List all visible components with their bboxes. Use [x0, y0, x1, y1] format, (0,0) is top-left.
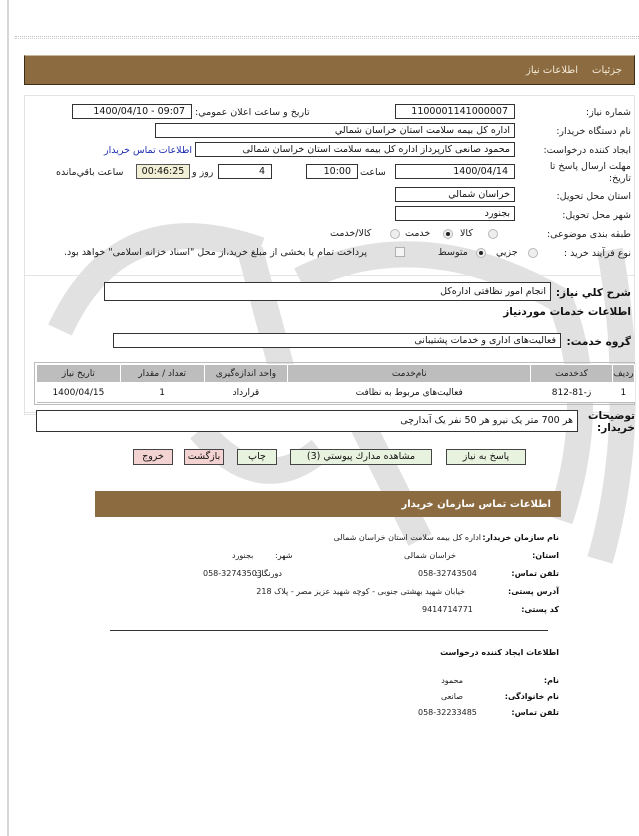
org-name-label: نام سازمان خريدار:: [482, 533, 559, 542]
city-label: شهر محل تحويل:: [562, 210, 631, 221]
province-value-contact: خراسان شمالی: [403, 551, 456, 560]
cell-unit: قرارداد: [204, 383, 288, 403]
header-nav-bar: [24, 55, 635, 85]
cell-service-name: فعالیت‌های مربوط به نظافت: [288, 383, 531, 403]
services-section-title: اطلاعات خدمات موردنياز: [503, 306, 631, 318]
table-header-row: [37, 365, 635, 383]
buyer-contact-link[interactable]: اطلاعات تماس خريدار: [104, 145, 193, 156]
last-name-label: نام خانوادگی:: [504, 692, 559, 701]
creator-phone-label: تلفن تماس:: [511, 708, 559, 717]
address-value: خیابان شهید بهشتی جنوبی - کوچه شهید عزیز مصر - پلاک 218: [256, 587, 465, 596]
postal-code-label: کد پستی:: [521, 605, 559, 614]
first-name-value: محمود: [441, 676, 463, 685]
process-radio-minor[interactable]: [528, 248, 538, 258]
postal-code-value: 9414714771: [422, 605, 473, 614]
cell-quantity: 1: [120, 383, 204, 403]
org-name-value: اداره کل بیمه سلامت استان خراسان شمالی: [333, 533, 481, 542]
creator-phone-value: 058-32233485: [418, 708, 477, 717]
exit-button[interactable]: خروج: [133, 449, 173, 465]
category-label: طبقه بندی موضوعی:: [546, 229, 631, 240]
cell-row-number: 1: [612, 383, 634, 403]
city-field: بجنورد: [395, 206, 515, 221]
city-label-contact: شهر:: [275, 551, 293, 560]
province-label: استان محل تحويل:: [556, 191, 631, 202]
view-attachments-button[interactable]: مشاهده مدارك پيوستي (3): [290, 449, 432, 465]
buyer-notes-label: توضيحات: [587, 410, 635, 422]
need-number-field: 1100001141000007: [395, 104, 515, 119]
category-radio-service[interactable]: [443, 229, 453, 239]
need-number-label: شماره نياز:: [585, 107, 631, 118]
buyer-org-label: نام دستگاه خريدار:: [556, 126, 631, 137]
process-type-label: نوع فرآيند خريد :: [563, 248, 631, 259]
contact-section-header: [95, 491, 561, 517]
last-name-value: صانعی: [441, 692, 463, 701]
col-row-number: رديف: [612, 365, 634, 383]
services-table: [36, 364, 635, 403]
buyer-notes-field: هر 700 متر یک نیرو هر 50 نفر یک آبدارچی: [36, 410, 578, 432]
contact-section-title: اطلاعات تماس سازمان خريدار: [401, 498, 551, 510]
phone-value-contact: 058-32743504: [418, 569, 477, 578]
service-group-field: فعالیت‌های اداری و خدمات پشتیبانی: [113, 333, 561, 348]
buyer-notes-label-2: خريدار:: [597, 422, 635, 434]
category-option-goods-service: كالا/خدمت: [330, 228, 372, 239]
category-option-service: خدمت: [405, 228, 431, 239]
col-need-date: تاريخ نياز: [37, 365, 121, 383]
col-service-code: كدخدمت: [531, 365, 613, 383]
col-service-name: نام‌خدمت: [288, 365, 531, 383]
remaining-days-field: 4: [218, 164, 272, 179]
remaining-time-label: ساعت باقي‌مانده: [56, 167, 124, 178]
tab-need-info[interactable]: اطلاعات نياز: [526, 64, 579, 76]
category-radio-goods-service[interactable]: [390, 229, 400, 239]
province-field: خراسان شمالي: [395, 187, 515, 202]
fax-value: 058-32743503: [203, 569, 262, 578]
deadline-time-label: ساعت: [360, 167, 386, 178]
process-radio-medium[interactable]: [476, 248, 486, 258]
description-field: انجام امور نظافتی اداره‌کل: [104, 282, 551, 301]
province-label-contact: استان:: [532, 551, 559, 560]
treasury-bonds-checkbox[interactable]: [395, 247, 405, 257]
requester-field: محمود صانعی کارپرداز اداره کل بیمه سلامت استان خراسان شمالی: [195, 142, 515, 157]
service-group-label: گروه خدمت:: [566, 336, 631, 348]
deadline-label-2: تاريخ:: [608, 173, 631, 184]
process-option-medium: متوسط: [438, 247, 468, 258]
col-unit: واحد اندازه‌گيری: [204, 365, 288, 383]
address-label: آدرس پستی:: [508, 587, 559, 596]
reply-button[interactable]: پاسخ به نياز: [446, 449, 526, 465]
left-border: [7, 0, 9, 836]
creator-section-title: اطلاعات ایجاد کننده درخواست: [440, 648, 559, 657]
first-name-label: نام:: [543, 676, 559, 685]
fax-label: دورنگار:: [255, 569, 282, 578]
top-divider: [15, 36, 639, 39]
days-label: روز و: [192, 167, 214, 178]
remaining-time-timer: 00:46:25: [136, 164, 190, 179]
print-button[interactable]: چاپ: [237, 449, 277, 465]
treasury-bonds-label: پرداخت تمام يا بخشی از مبلغ خريد،از محل "اسناد خزانه اسلامی" خواهد بود.: [64, 247, 367, 258]
deadline-label: مهلت ارسال پاسخ تا: [549, 161, 631, 172]
col-quantity: تعداد / مقدار: [120, 365, 204, 383]
category-option-goods: كالا: [460, 228, 473, 239]
cell-service-code: ز-81-812: [531, 383, 613, 403]
category-radio-goods[interactable]: [488, 229, 498, 239]
description-label: شرح كلي نياز:: [555, 287, 631, 299]
deadline-time-field: 10:00: [306, 164, 358, 179]
requester-label: ايجاد كننده درخواست:: [543, 145, 631, 156]
table-row: [37, 383, 635, 403]
city-value-contact: بجنورد: [232, 551, 254, 560]
tab-details[interactable]: جزئيات: [592, 64, 622, 76]
announce-datetime-label: تاريخ و ساعت اعلان عمومي:: [195, 107, 310, 118]
buyer-org-field: اداره كل بيمه سلامت استان خراسان شمالي: [155, 123, 515, 138]
process-option-minor: جزيي: [496, 247, 518, 258]
cell-need-date: 1400/04/15: [37, 383, 121, 403]
announce-datetime-field: 1400/04/10 - 09:07: [72, 104, 192, 119]
back-button[interactable]: بازگشت: [184, 449, 224, 465]
deadline-date-field: 1400/04/14: [395, 164, 515, 179]
section-divider: [110, 630, 548, 631]
phone-label-contact: تلفن تماس:: [511, 569, 559, 578]
